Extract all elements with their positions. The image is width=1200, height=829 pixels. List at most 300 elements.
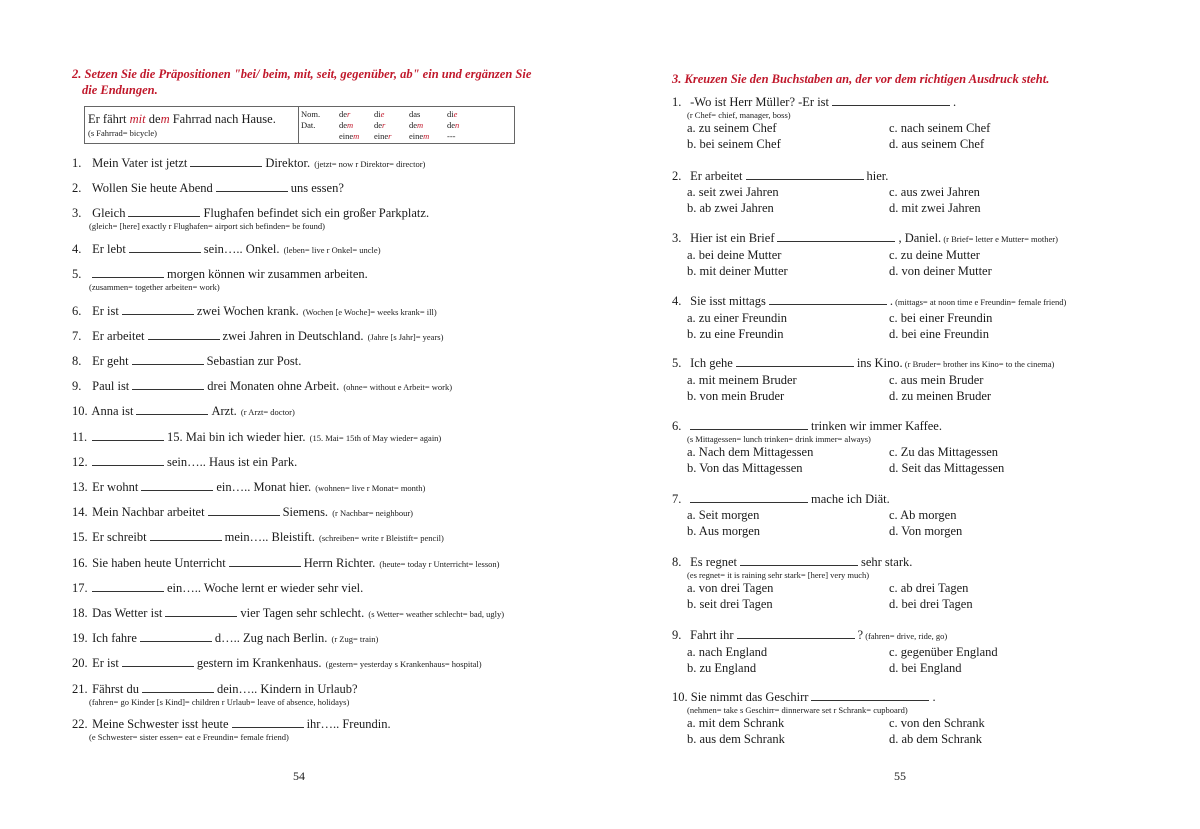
question-number: 10. bbox=[672, 690, 688, 704]
declension-stem: de bbox=[447, 120, 456, 130]
right-page bbox=[600, 0, 1200, 829]
option-a[interactable]: a. von drei Tagen bbox=[687, 581, 774, 595]
question-gloss: (fahren= drive, ride, go) bbox=[863, 631, 948, 641]
declension-stem: de bbox=[339, 109, 348, 119]
option-c[interactable]: c. zu deine Mutter bbox=[889, 248, 980, 262]
declension-ending: m bbox=[417, 120, 424, 130]
answer-blank[interactable] bbox=[832, 95, 950, 106]
question-number: 5. bbox=[672, 356, 682, 370]
option-b[interactable]: b. Von das Mittagessen bbox=[687, 461, 803, 475]
exercise-item bbox=[72, 556, 552, 572]
exercise-3-heading: 3. Kreuzen Sie den Buchstaben an, der vor dem richtigen Ausdruck steht. bbox=[672, 72, 1050, 86]
item-number: 4. bbox=[72, 242, 82, 256]
option-c[interactable]: c. nach seinem Chef bbox=[889, 121, 991, 135]
answer-blank[interactable] bbox=[769, 294, 887, 305]
answer-blank[interactable] bbox=[92, 430, 164, 441]
heading-line-2: die Endungen. bbox=[82, 83, 158, 97]
question-line bbox=[672, 555, 1142, 570]
question-number: 7. bbox=[672, 492, 682, 506]
item-gloss: (wohnen= live r Monat= month) bbox=[313, 483, 426, 493]
declension-cell bbox=[339, 120, 353, 131]
answer-options bbox=[672, 581, 1142, 615]
answer-blank[interactable] bbox=[740, 555, 858, 566]
item-number: 1. bbox=[72, 156, 82, 170]
exercise-item bbox=[72, 354, 552, 369]
question bbox=[672, 231, 1142, 282]
exercise-item bbox=[72, 505, 552, 521]
question-gloss: (r Brief= letter e Mutter= mother) bbox=[941, 234, 1058, 244]
declension-ending: n bbox=[455, 120, 460, 130]
question-line bbox=[672, 492, 1142, 507]
question-text-before: Hier ist ein Brief bbox=[687, 231, 775, 245]
item-line bbox=[72, 304, 552, 320]
item-text-after: Flughafen befindet sich ein großer Parkplatz. bbox=[203, 206, 430, 220]
declension-cell bbox=[374, 109, 384, 120]
declension-cell bbox=[374, 131, 391, 142]
option-d[interactable]: d. mit zwei Jahren bbox=[889, 201, 981, 215]
option-d[interactable]: d. Seit das Mittagessen bbox=[889, 461, 1005, 475]
declension-row bbox=[301, 109, 511, 120]
question-text-after: trinken wir immer Kaffee. bbox=[811, 419, 942, 433]
option-d[interactable]: d. Von morgen bbox=[889, 524, 963, 538]
item-line bbox=[72, 156, 552, 172]
declension-cell: --- bbox=[447, 131, 456, 141]
question bbox=[672, 294, 1142, 345]
option-a[interactable]: a. nach England bbox=[687, 645, 768, 659]
item-text-before: Er schreibt bbox=[89, 530, 147, 544]
answer-blank[interactable] bbox=[690, 492, 808, 503]
declension-ending: e bbox=[380, 109, 385, 119]
question-line bbox=[672, 169, 1142, 184]
item-line bbox=[72, 656, 552, 672]
option-a[interactable]: a. mit meinem Bruder bbox=[687, 373, 797, 387]
answer-blank[interactable] bbox=[129, 242, 201, 253]
answer-blank[interactable] bbox=[92, 455, 164, 466]
declension-cell bbox=[409, 131, 429, 142]
answer-options bbox=[672, 311, 1142, 345]
item-line bbox=[72, 631, 552, 647]
item-text-after: d….. Zug nach Berlin. bbox=[214, 631, 328, 645]
option-a[interactable]: a. bei deine Mutter bbox=[687, 248, 782, 262]
option-a[interactable]: a. zu seinem Chef bbox=[687, 121, 777, 135]
item-number: 2. bbox=[72, 181, 82, 195]
question bbox=[672, 555, 1142, 615]
answer-options bbox=[672, 248, 1142, 282]
item-line bbox=[72, 606, 552, 622]
item-gloss: (zusammen= together arbeiten= work) bbox=[89, 282, 220, 292]
answer-blank[interactable] bbox=[132, 354, 204, 365]
question-text-after: sehr stark. bbox=[860, 555, 913, 569]
example-sentence bbox=[88, 112, 276, 127]
option-a[interactable]: a. seit zwei Jahren bbox=[687, 185, 779, 199]
question-text-after: hier. bbox=[866, 169, 889, 183]
item-text-after: Direktor. bbox=[265, 156, 311, 170]
answer-blank[interactable] bbox=[736, 356, 854, 367]
item-text-before: Er ist bbox=[89, 656, 119, 670]
question bbox=[672, 690, 1142, 750]
declension-stem: de bbox=[374, 120, 383, 130]
question-line bbox=[672, 95, 1142, 110]
answer-blank[interactable] bbox=[142, 682, 214, 693]
exercise-item bbox=[72, 717, 552, 742]
item-number: 7. bbox=[72, 329, 82, 343]
declension-cell bbox=[447, 109, 457, 120]
item-text-before: Mein Nachbar arbeitet bbox=[89, 505, 205, 519]
item-gloss: (s Wetter= weather schlecht= bad, ugly) bbox=[366, 609, 505, 619]
page-number-left: 54 bbox=[293, 769, 305, 783]
item-gloss: (Jahre [s Jahr]= years) bbox=[365, 332, 444, 342]
item-line bbox=[72, 430, 552, 446]
declension-cell bbox=[374, 120, 385, 131]
item-text-after: morgen können wir zusammen arbeiten. bbox=[167, 267, 368, 281]
answer-blank[interactable] bbox=[216, 181, 288, 192]
question-text-before: Ich gehe bbox=[687, 356, 733, 370]
item-line bbox=[72, 455, 552, 470]
declension-ending: r bbox=[347, 109, 351, 119]
item-text-after: dein….. Kindern in Urlaub? bbox=[217, 682, 358, 696]
question-text-after: ins Kino. bbox=[856, 356, 903, 370]
item-gloss: (fahren= go Kinder [s Kind]= children r Urlaub= leave of absence, holidays) bbox=[89, 697, 350, 707]
item-line bbox=[72, 329, 552, 345]
exercise-item bbox=[72, 682, 552, 707]
question-number: 9. bbox=[672, 628, 682, 642]
option-c[interactable]: c. gegenüber England bbox=[889, 645, 998, 659]
declension-row bbox=[301, 120, 511, 131]
item-line bbox=[72, 530, 552, 546]
exercise-item bbox=[72, 304, 552, 320]
answer-blank[interactable] bbox=[141, 480, 213, 491]
item-text-after: vier Tagen sehr schlecht. bbox=[240, 606, 365, 620]
declension-stem: eine bbox=[374, 131, 389, 141]
question bbox=[672, 492, 1142, 542]
option-d[interactable]: d. bei England bbox=[889, 661, 962, 675]
question-number: 4. bbox=[672, 294, 682, 308]
declension-table bbox=[301, 109, 511, 142]
declension-stem: de bbox=[409, 120, 418, 130]
question-line bbox=[672, 231, 1142, 247]
item-gloss: (ohne= without e Arbeit= work) bbox=[341, 382, 453, 392]
exercise-item bbox=[72, 430, 552, 446]
question-line bbox=[672, 356, 1142, 372]
item-text-after: ihr….. Freundin. bbox=[306, 717, 391, 731]
declension-cell: das bbox=[409, 109, 421, 119]
answer-blank[interactable] bbox=[148, 329, 220, 340]
answer-blank[interactable] bbox=[232, 717, 304, 728]
answer-blank[interactable] bbox=[150, 530, 222, 541]
item-text-after: zwei Jahren in Deutschland. bbox=[222, 329, 364, 343]
item-line bbox=[72, 717, 552, 732]
item-line bbox=[72, 581, 552, 596]
question-gloss: (r Chef= chief, manager, boss) bbox=[687, 110, 791, 120]
item-text-after: Herrn Richter. bbox=[303, 556, 376, 570]
answer-options bbox=[672, 185, 1142, 219]
item-gloss: (15. Mai= 15th of May wieder= again) bbox=[307, 433, 442, 443]
exercise-item bbox=[72, 329, 552, 345]
item-gloss: (schreiben= write r Bleistift= pencil) bbox=[316, 533, 444, 543]
question bbox=[672, 419, 1142, 479]
item-text-after: sein….. Haus ist ein Park. bbox=[167, 455, 298, 469]
question-gloss: (mittags= at noon time e Freundin= female friend) bbox=[892, 297, 1067, 307]
declension-cell bbox=[447, 120, 459, 131]
option-c[interactable]: c. ab drei Tagen bbox=[889, 581, 969, 595]
item-line bbox=[72, 206, 552, 221]
declension-ending: m bbox=[423, 131, 430, 141]
answer-blank[interactable] bbox=[122, 304, 194, 315]
item-text-after: sein….. Onkel. bbox=[203, 242, 280, 256]
example-box bbox=[84, 106, 515, 144]
item-number: 20. bbox=[72, 656, 88, 670]
option-d[interactable]: d. bei eine Freundin bbox=[889, 327, 989, 341]
exercise-item bbox=[72, 379, 552, 395]
answer-blank[interactable] bbox=[811, 690, 929, 701]
answer-blank[interactable] bbox=[136, 404, 208, 415]
question-text-after: . bbox=[889, 294, 893, 308]
option-b[interactable]: b. zu England bbox=[687, 661, 757, 675]
declension-stem: di bbox=[447, 109, 454, 119]
exercise-item bbox=[72, 606, 552, 622]
item-line bbox=[72, 480, 552, 496]
question-text-before: Sie isst mittags bbox=[687, 294, 766, 308]
item-text-before: Mein Vater ist jetzt bbox=[89, 156, 188, 170]
question-gloss: (es regnet= it is raining sehr stark= [here] very much) bbox=[687, 570, 870, 580]
question bbox=[672, 95, 1142, 155]
item-gloss: (r Nachbar= neighbour) bbox=[330, 508, 413, 518]
question-text-after: , Daniel. bbox=[898, 231, 942, 245]
answer-blank[interactable] bbox=[128, 206, 200, 217]
answer-blank[interactable] bbox=[208, 505, 280, 516]
question-gloss: (s Mittagessen= lunch trinken= drink immer= always) bbox=[687, 434, 871, 444]
item-text-before: Er lebt bbox=[89, 242, 126, 256]
example-mid: de bbox=[145, 112, 161, 126]
item-number: 6. bbox=[72, 304, 82, 318]
answer-blank[interactable] bbox=[165, 606, 237, 617]
item-text-before: Er arbeitet bbox=[89, 329, 145, 343]
option-b[interactable]: b. bei seinem Chef bbox=[687, 137, 781, 151]
answer-options bbox=[672, 508, 1142, 542]
item-line bbox=[72, 181, 552, 196]
answer-options bbox=[672, 445, 1142, 479]
exercise-item bbox=[72, 181, 552, 196]
exercise-item bbox=[72, 631, 552, 647]
heading-line-1: 2. Setzen Sie die Präpositionen "bei/ beim, mit, seit, gegenüber, ab" ein und ergänzen Sie bbox=[72, 67, 532, 81]
option-b[interactable]: b. von mein Bruder bbox=[687, 389, 785, 403]
declension-stem: eine bbox=[409, 131, 424, 141]
question-number: 8. bbox=[672, 555, 682, 569]
option-b[interactable]: b. ab zwei Jahren bbox=[687, 201, 774, 215]
answer-blank[interactable] bbox=[140, 631, 212, 642]
exercise-item bbox=[72, 242, 552, 258]
declension-cell: Nom. bbox=[301, 109, 321, 119]
question bbox=[672, 356, 1142, 407]
option-d[interactable]: d. aus seinem Chef bbox=[889, 137, 985, 151]
item-number: 16. bbox=[72, 556, 88, 570]
item-number: 10. bbox=[72, 404, 88, 418]
option-c[interactable]: c. aus mein Bruder bbox=[889, 373, 984, 387]
item-text-before: Das Wetter ist bbox=[89, 606, 163, 620]
item-gloss: (e Schwester= sister essen= eat e Freundin= female friend) bbox=[89, 732, 289, 742]
question-line bbox=[672, 294, 1142, 310]
item-number: 13. bbox=[72, 480, 88, 494]
declension-cell bbox=[409, 120, 423, 131]
answer-blank[interactable] bbox=[132, 379, 204, 390]
question bbox=[672, 169, 1142, 219]
item-text-before: Anna ist bbox=[89, 404, 134, 418]
exercise-item bbox=[72, 267, 552, 292]
declension-stem: eine bbox=[339, 131, 354, 141]
answer-blank[interactable] bbox=[92, 267, 164, 278]
answer-blank[interactable] bbox=[229, 556, 301, 567]
declension-ending: m bbox=[353, 131, 360, 141]
item-number: 14. bbox=[72, 505, 88, 519]
item-gloss: (gleich= [here] exactly r Flughafen= airport sich befinden= be found) bbox=[89, 221, 325, 231]
item-text-after: Sebastian zur Post. bbox=[206, 354, 302, 368]
item-text-after: ein….. Monat hier. bbox=[216, 480, 312, 494]
option-a[interactable]: a. mit dem Schrank bbox=[687, 716, 785, 730]
option-c[interactable]: c. von den Schrank bbox=[889, 716, 985, 730]
item-text-after: 15. Mai bin ich wieder hier. bbox=[167, 430, 306, 444]
example-sentence-cell bbox=[85, 107, 299, 143]
option-b[interactable]: b. aus dem Schrank bbox=[687, 732, 785, 746]
item-text-before: Wollen Sie heute Abend bbox=[89, 181, 213, 195]
answer-blank[interactable] bbox=[690, 419, 808, 430]
item-text-before: Er geht bbox=[89, 354, 129, 368]
item-text-after: zwei Wochen krank. bbox=[196, 304, 299, 318]
question-text-after: . bbox=[932, 690, 936, 704]
item-text-before: Sie haben heute Unterricht bbox=[89, 556, 226, 570]
option-d[interactable]: d. von deiner Mutter bbox=[889, 264, 992, 278]
answer-blank[interactable] bbox=[777, 231, 895, 242]
item-text-before: Fährst du bbox=[89, 682, 139, 696]
question-text-before: Sie nimmt das Geschirr bbox=[687, 690, 809, 704]
declension-row bbox=[301, 131, 511, 142]
declension-ending: m bbox=[347, 120, 354, 130]
item-line bbox=[72, 242, 552, 258]
example-post: Fahrrad nach Hause. bbox=[169, 112, 276, 126]
answer-blank[interactable] bbox=[190, 156, 262, 167]
example-red-ending: m bbox=[160, 112, 170, 126]
item-line bbox=[72, 379, 552, 395]
question-gloss: (nehmen= take s Geschirr= dinnerware set r Schrank= cupboard) bbox=[687, 705, 908, 715]
question-text-after: ? bbox=[857, 628, 864, 642]
question-number: 6. bbox=[672, 419, 682, 433]
option-b[interactable]: b. mit deiner Mutter bbox=[687, 264, 788, 278]
item-number: 8. bbox=[72, 354, 82, 368]
option-c[interactable]: c. Ab morgen bbox=[889, 508, 957, 522]
item-line bbox=[72, 682, 552, 697]
item-text-before: Er ist bbox=[89, 304, 119, 318]
declension-stem: di bbox=[374, 109, 381, 119]
exercise-item bbox=[72, 404, 552, 420]
option-b[interactable]: b. Aus morgen bbox=[687, 524, 761, 538]
answer-options bbox=[672, 121, 1142, 155]
example-pre: Er fährt bbox=[88, 112, 130, 126]
option-b[interactable]: b. seit drei Tagen bbox=[687, 597, 773, 611]
item-gloss: (leben= live r Onkel= uncle) bbox=[281, 245, 381, 255]
declension-cell bbox=[339, 109, 350, 120]
item-line bbox=[72, 267, 552, 282]
item-gloss: (Wochen [e Woche]= weeks krank= ill) bbox=[300, 307, 437, 317]
item-text-after: Arzt. bbox=[211, 404, 237, 418]
item-text-after: gestern im Krankenhaus. bbox=[196, 656, 322, 670]
example-gloss: (s Fahrrad= bicycle) bbox=[88, 128, 157, 138]
option-b[interactable]: b. zu eine Freundin bbox=[687, 327, 784, 341]
item-gloss: (r Zug= train) bbox=[329, 634, 379, 644]
exercise-item bbox=[72, 455, 552, 470]
item-number: 22. bbox=[72, 717, 88, 731]
item-gloss: (gestern= yesterday s Krankenhaus= hospital) bbox=[323, 659, 482, 669]
item-text-after: drei Monaten ohne Arbeit. bbox=[207, 379, 340, 393]
option-d[interactable]: d. ab dem Schrank bbox=[889, 732, 983, 746]
item-text-after: ein….. Woche lernt er wieder sehr viel. bbox=[167, 581, 364, 595]
exercise-item bbox=[72, 581, 552, 596]
item-text-before: Er wohnt bbox=[89, 480, 139, 494]
declension-cell: Dat. bbox=[301, 120, 316, 130]
question-line bbox=[672, 690, 1142, 705]
answer-blank[interactable] bbox=[122, 656, 194, 667]
option-c[interactable]: c. bei einer Freundin bbox=[889, 311, 993, 325]
item-number: 21. bbox=[72, 682, 88, 696]
question-number: 1. bbox=[672, 95, 682, 109]
item-line bbox=[72, 556, 552, 572]
option-a[interactable]: a. Nach dem Mittagessen bbox=[687, 445, 814, 459]
question-text-before: -Wo ist Herr Müller? -Er ist bbox=[687, 95, 830, 109]
declension-ending: r bbox=[388, 131, 392, 141]
declension-stem: de bbox=[339, 120, 348, 130]
item-gloss: (r Arzt= doctor) bbox=[238, 407, 295, 417]
question-text-after: mache ich Diät. bbox=[811, 492, 890, 506]
item-text-before: Ich fahre bbox=[89, 631, 137, 645]
option-a[interactable]: a. Seit morgen bbox=[687, 508, 760, 522]
item-number: 9. bbox=[72, 379, 82, 393]
item-number: 19. bbox=[72, 631, 88, 645]
answer-blank[interactable] bbox=[746, 169, 864, 180]
declension-ending: r bbox=[382, 120, 386, 130]
option-c[interactable]: c. Zu das Mittagessen bbox=[889, 445, 999, 459]
item-text-before: Gleich bbox=[89, 206, 126, 220]
question-text-before: Fahrt ihr bbox=[687, 628, 734, 642]
question-number: 3. bbox=[672, 231, 682, 245]
declension-ending: e bbox=[453, 109, 458, 119]
exercise-item bbox=[72, 530, 552, 546]
question-text-after: . bbox=[953, 95, 957, 109]
question bbox=[672, 628, 1142, 679]
question-gloss: (r Bruder= brother ins Kino= to the cinema) bbox=[902, 359, 1055, 369]
question-text-before: Es regnet bbox=[687, 555, 737, 569]
item-text-after: uns essen? bbox=[290, 181, 344, 195]
answer-blank[interactable] bbox=[92, 581, 164, 592]
answer-blank[interactable] bbox=[737, 628, 855, 639]
item-text-before: Meine Schwester isst heute bbox=[89, 717, 229, 731]
answer-options bbox=[672, 645, 1142, 679]
declension-cell bbox=[339, 131, 359, 142]
exercise-item bbox=[72, 206, 552, 231]
item-number: 18. bbox=[72, 606, 88, 620]
item-number: 17. bbox=[72, 581, 88, 595]
exercise-item bbox=[72, 480, 552, 496]
option-a[interactable]: a. zu einer Freundin bbox=[687, 311, 787, 325]
question-text-before: Er arbeitet bbox=[687, 169, 743, 183]
item-line bbox=[72, 354, 552, 369]
exercise-item bbox=[72, 656, 552, 672]
item-gloss: (heute= today r Unterricht= lesson) bbox=[377, 559, 500, 569]
option-d[interactable]: d. zu meinen Bruder bbox=[889, 389, 992, 403]
answer-options bbox=[672, 373, 1142, 407]
page-number-right: 55 bbox=[894, 769, 906, 783]
item-line bbox=[72, 404, 552, 420]
exercise-item bbox=[72, 156, 552, 172]
option-c[interactable]: c. aus zwei Jahren bbox=[889, 185, 980, 199]
option-d[interactable]: d. bei drei Tagen bbox=[889, 597, 973, 611]
